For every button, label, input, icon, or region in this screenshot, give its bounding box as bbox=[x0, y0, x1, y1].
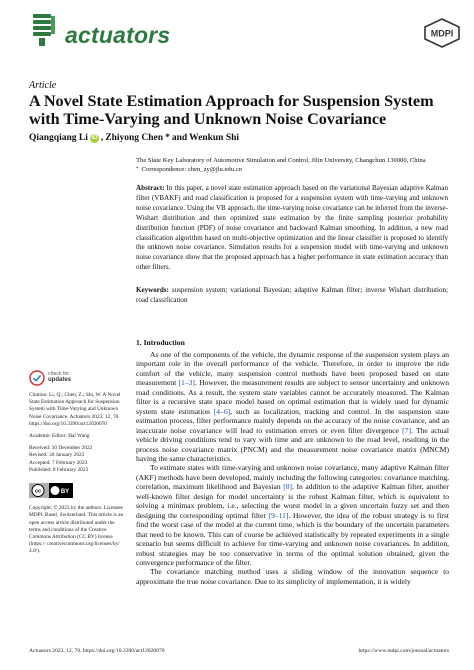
publisher-name: MDPI bbox=[430, 28, 454, 39]
check-label: check for bbox=[48, 371, 70, 378]
correspondence-text: Correspondence: chen_zy@jlu.edu.cn bbox=[141, 166, 242, 173]
paragraph: To estimate states with time-varying and unknown noise covariance, many adaptive Kalman filter (AKF) methods have been developed, mainly including the following categories: covariance matching, correlation, maximum likelihood and Bayesian [8]. In addition to the adaptive Kalman filter, another well-known filter design for model uncertainty is the robust Kalman filter, which is equivalent to solving a minimax problem, i.e., selecting the worst model in a given uncertain fuzzy set and then designing the corresponding optimal filter [9–11]. However, the idea of the robust strategy is to first find the worst case of the model at the current time, which is the boundary of the uncertain parameters that need to be known. This can of course be achieved statistically by repeated experiments in a single scenario but seems difficult to achieve for time-varying and unknown noise covariances. In addition, robust strategies may be too conservative in terms of the optimal solution obtained, given the convergence performance of the filter. bbox=[136, 463, 449, 567]
paragraph: As one of the components of the vehicle, the dynamic response of the suspension system plays an important role in the overall performance of the vehicle. Therefore, in order to improve the ride comfort of the vehicle, many suspension control methods have been proposed based on state measurement [1–3]. However, the measurement results are subject to sensor uncertainty and unknown road conditions. As a result, the system state variables cannot be accurately measured. The Kalman filter is a recursive state space model based on optimal estimation that is widely used for dynamic system state estimation [4–6], such as localization, tracking and control. In the suspension state estimation process, filter performance mainly depends on the accuracy of the noise covariance, and an inaccurate noise covariance will lead to estimation errors or even filter divergence [7]. The actual vehicle driving conditions tend to vary with time and are unknown to the road level, resulting in the process noise covariance matrix (PNCM) and the measurement noise covariance matrix (MNCM) having the same characteristics. bbox=[136, 350, 450, 463]
cc-label: cc bbox=[34, 488, 42, 495]
affiliation-block bbox=[136, 156, 446, 174]
mdpi-logo-icon bbox=[423, 18, 461, 48]
introduction-body bbox=[136, 350, 449, 586]
footer-citation[interactable]: Actuators 2023, 12, 70. https://doi.org/10.3390/act12020070 bbox=[29, 648, 165, 654]
abstract-text: In this paper, a novel state estimation approach based on the variational Bayesian adaptive Kalman filter (VBAKF) and road classification is proposed for a suspension system with time-varying and unknown noise covariance. Using the VB approach, the time-varying noise covariance can be inferred from the inverse-Wishart distribution and then optimized state estimation by the finite sampling posterior probability distribution function (PDF) of noise covariance and backward Kalman smoothing. In addition, a new road classification algorithm based on multi-objective optimization and the linear classifier is proposed to identify the unknown noise covariance. Simulation results for a suspension model with time-varying and unknown noise covariance show that the proposed approach has a higher performance in state estimation accuracy than other filters. bbox=[136, 184, 448, 272]
keywords-label: Keywords: bbox=[136, 286, 169, 294]
check-for-updates-button[interactable] bbox=[29, 370, 127, 386]
updates-label: updates bbox=[48, 377, 72, 383]
citation: Citation: Li, Q.; Chen, Z.; Shi, W. A Novel State Estimation Approach for Suspension System with Time-Varying and Unknown Noise Covariance. Actuators 2023, 12, 70. https://doi.org/10.3390/act12020070 bbox=[29, 392, 121, 427]
published-date: Published: 8 February 2023 bbox=[29, 466, 89, 473]
article-type: Article bbox=[29, 80, 57, 91]
keywords bbox=[136, 286, 448, 306]
check-updates-icon bbox=[29, 370, 45, 386]
page-footer bbox=[29, 648, 449, 654]
corresponding-mark: * bbox=[165, 133, 170, 143]
author-name[interactable]: Qiangqiang Li bbox=[29, 133, 88, 143]
footer-journal-url[interactable]: https://www.mdpi.com/journal/actuators bbox=[358, 648, 449, 654]
correspondence-mark: * bbox=[136, 167, 139, 172]
citation-link[interactable]: [9–11] bbox=[268, 510, 289, 520]
article-title: A Novel State Estimation Approach for Suspension System with Time-Varying and Unknown Noise Covariance bbox=[29, 92, 434, 128]
actuators-logo-icon bbox=[29, 12, 59, 48]
revised-date: Revised: 30 January 2023 bbox=[29, 452, 85, 459]
received-date: Received: 30 December 2022 bbox=[29, 445, 93, 452]
correspondence bbox=[136, 165, 446, 174]
cc-by-label: BY bbox=[60, 489, 70, 496]
abstract bbox=[136, 184, 448, 273]
section-heading: 1. Introduction bbox=[136, 338, 185, 347]
citation-link[interactable]: [8] bbox=[283, 482, 293, 492]
author-separator: and bbox=[171, 133, 188, 143]
paragraph: The covariance matching method uses a sliding window of the innovation sequence to approximate the true noise covariance. Due to its simplicity of implementation, it is widely bbox=[136, 567, 449, 586]
journal-header bbox=[29, 12, 454, 58]
citation-link[interactable]: [4–6] bbox=[213, 406, 231, 416]
article-sidebar bbox=[29, 370, 127, 556]
academic-editor: Academic Editor: Hai Wang bbox=[29, 433, 90, 440]
copyright-notice: Copyright: © 2023 by the authors. Licensee MDPI, Basel, Switzerland. This article is an open access article distributed under the terms and conditions of the Creative Commons Attribution (CC BY) license (https:// creativecommons.org/licenses/by/ 4.0/). bbox=[29, 505, 124, 555]
citation-link[interactable]: [1–3] bbox=[178, 378, 195, 388]
citation-link[interactable]: [7] bbox=[402, 425, 411, 435]
orcid-icon[interactable]: iD bbox=[91, 134, 98, 141]
author-list bbox=[29, 133, 239, 143]
author-separator: , bbox=[100, 133, 104, 143]
author-name[interactable]: Zhiyong Chen bbox=[105, 133, 164, 143]
affiliation: The State Key Laboratory of Automotive Simulation and Control, Jilin University, Changchun 130000, China bbox=[136, 157, 426, 164]
author-name[interactable]: Wenkun Shi bbox=[189, 133, 240, 143]
keywords-text: suspension system; variational Bayesian; adaptive Kalman filter; inverse Wishart distribution; road classification bbox=[136, 286, 448, 304]
accepted-date: Accepted: 7 February 2023 bbox=[29, 459, 88, 466]
cc-by-license-icon[interactable] bbox=[29, 483, 73, 498]
journal-name: actuators bbox=[65, 22, 171, 48]
abstract-label: Abstract: bbox=[136, 184, 165, 192]
